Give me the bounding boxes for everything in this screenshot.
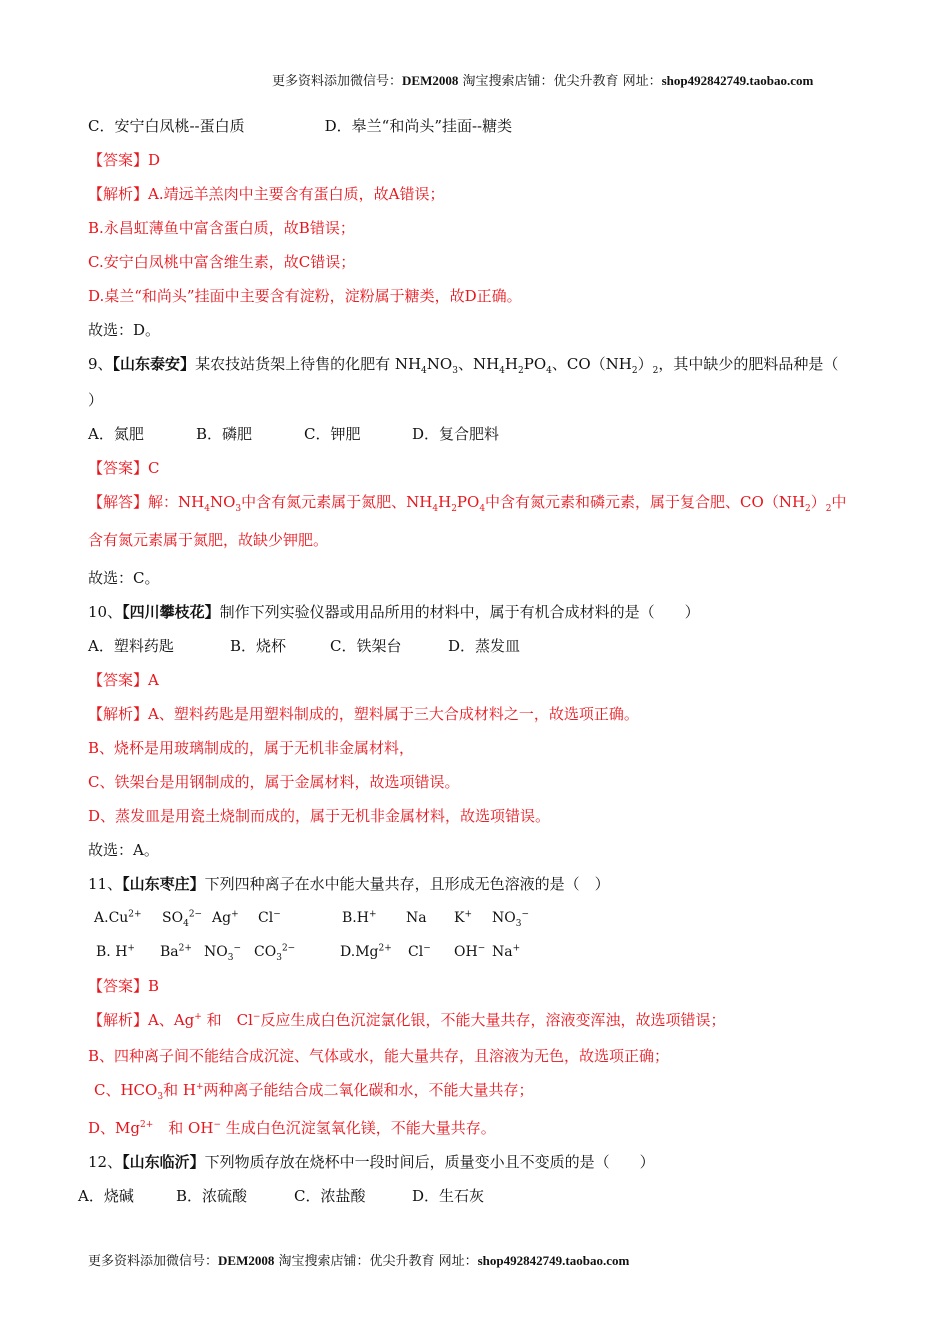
- q9-explanation-1: 【解答】解：$NH_4NO_3$中含有氮元素属于氮肥、$NH_4H_2PO_4$中含有氮元素和磷元素，属于复合肥、$CO(NH_2)_2$中: [88, 493, 847, 514]
- q10-option-b: B．烧杯: [230, 637, 287, 655]
- explanation-label: 【解析】: [88, 705, 149, 723]
- q9-source: 【山东泰安】: [112, 355, 196, 373]
- q12-option-d: D．生石灰: [412, 1187, 485, 1205]
- q8-explanation-1: 【解析】A.靖远羊羔肉中主要含有蛋白质，故A错误；: [88, 185, 445, 203]
- q9-option-a: A．氮肥: [88, 425, 144, 443]
- q11-source: 【山东枣庄】: [122, 875, 205, 893]
- explanation-label: 【解析】: [88, 1011, 149, 1029]
- q11-option-b-ion-2: Na: [406, 910, 427, 926]
- q12-option-b: B．浓硫酸: [176, 1187, 248, 1205]
- q8-option-c: C．安宁白凤桃--蛋白质: [88, 117, 245, 135]
- q11-option-a-ion-2: $SO_4^{2-}$: [162, 909, 203, 929]
- answer-value: A: [148, 671, 159, 689]
- q9-explanation-2: 含有氮元素属于氮肥，故缺少钾肥。: [88, 531, 329, 549]
- header-wechat: DEM2008: [402, 73, 459, 88]
- q12-option-a: A．烧碱: [78, 1187, 134, 1205]
- q12-options: [78, 1186, 484, 1206]
- answer-value: C: [148, 459, 160, 477]
- q11-explanation-4: D、$Mg^{2+}$ 和 OH− 生成白色沉淀氢氧化镁，不能大量共存。: [88, 1119, 496, 1137]
- explanation-label: 【解答】: [88, 493, 149, 511]
- q8-answer: [88, 150, 160, 170]
- q10-conclusion: 故选：A。: [88, 841, 159, 859]
- answer-value: B: [148, 977, 160, 995]
- q11-option-d-ion-1: $D.Mg^{2+}$: [340, 943, 392, 960]
- q10-option-d: D．蒸发皿: [448, 637, 521, 655]
- answer-label: 【答案】: [88, 977, 149, 995]
- q10-explanation-3: C、铁架台是用钢制成的，属于金属材料，故选项错误。: [88, 773, 460, 791]
- q12-option-c: C．浓盐酸: [294, 1187, 366, 1205]
- q9-conclusion: 故选：C。: [88, 569, 160, 587]
- q8-option-d: D．皋兰“和尚头”挂面--糖类: [324, 117, 513, 135]
- header-mid: 淘宝搜索店铺：优尖升教育 网址：: [458, 74, 662, 89]
- q11-options-ab: [94, 908, 529, 928]
- q11-option-d-ion-3: OH−: [454, 943, 486, 960]
- page-header: [272, 70, 813, 89]
- q11-option-c-ion-4: $CO_3^{2-}$: [254, 943, 296, 963]
- q11-option-c-ion-1: B. H+: [96, 943, 135, 960]
- q8-explanation-4: D.桌兰“和尚头”挂面中主要含有淀粉，淀粉属于糖类，故D正确。: [88, 287, 522, 305]
- q10-options: [88, 636, 520, 656]
- q11-explanation-2: B、四种离子间不能结合成沉淀、气体或水，能大量共存，且溶液为无色，故选项正确；: [88, 1047, 670, 1065]
- q11-option-b-ion-1: B.H+: [342, 909, 377, 926]
- q9-options: [88, 424, 499, 444]
- q9-stem-end: ）: [88, 391, 104, 409]
- q11-stem: 11、【山东枣庄】下列四种离子在水中能大量共存，且形成无色溶液的是（ ）: [88, 875, 610, 893]
- answer-label: 【答案】: [88, 151, 149, 169]
- footer-wechat: DEM2008: [218, 1253, 275, 1268]
- q10-stem: 10、【四川攀枝花】制作下列实验仪器或用品所用的材料中，属于有机合成材料的是（ ）: [88, 603, 700, 621]
- q11-option-a-ion-4: Cl−: [258, 909, 281, 926]
- q10-source: 【四川攀枝花】: [122, 603, 220, 621]
- footer-mid: 淘宝搜索店铺：优尖升教育 网址：: [274, 1254, 478, 1269]
- footer-url: shop492842749.taobao.com: [477, 1253, 630, 1268]
- q11-options-cd: [96, 942, 520, 962]
- q10-answer: [88, 670, 159, 690]
- answer-value: D: [148, 151, 161, 169]
- page-footer: [88, 1250, 629, 1269]
- q11-option-c-ion-3: $NO_3^-$: [204, 943, 242, 963]
- header-prefix: 更多资料添加微信号：: [272, 74, 403, 89]
- q10-explanation-1: 【解析】A、塑料药匙是用塑料制成的，塑料属于三大合成材料之一，故选项正确。: [88, 705, 639, 723]
- q11-option-d-ion-2: Cl−: [408, 943, 431, 960]
- q8-options-cd: [88, 116, 512, 136]
- q12-source: 【山东临沂】: [122, 1153, 205, 1171]
- q11-option-a-ion-3: Ag+: [212, 909, 239, 926]
- explanation-label: 【解析】: [88, 185, 149, 203]
- footer-prefix: 更多资料添加微信号：: [88, 1254, 219, 1269]
- q10-explanation-2: B、烧杯是用玻璃制成的，属于无机非金属材料，: [88, 739, 415, 757]
- q11-option-b-ion-3: K+: [454, 909, 473, 926]
- q11-option-b-ion-4: $NO_3^-$: [492, 909, 530, 929]
- q10-option-c: C．铁架台: [330, 637, 402, 655]
- q11-explanation-1: 【解析】A、Ag+ 和 Cl−反应生成白色沉淀氯化银，不能大量共存，溶液变浑浊，故选项错误；: [88, 1011, 726, 1029]
- q9-option-b: B．磷肥: [196, 425, 253, 443]
- q10-option-a: A．塑料药匙: [88, 637, 174, 655]
- q11-option-c-ion-2: $Ba^{2+}$: [160, 943, 192, 960]
- answer-label: 【答案】: [88, 459, 149, 477]
- q8-explanation-3: C.安宁白凤桃中富含维生素，故C错误；: [88, 253, 356, 271]
- q9-stem: 9、【山东泰安】某农技站货架上待售的化肥有 $NH_4NO_3$、$NH_4H_2PO_4$、$CO(NH_2)_2$，其中缺少的肥料品种是（: [88, 355, 839, 376]
- q12-stem: 12、【山东临沂】下列物质存放在烧杯中一段时间后，质量变小且不变质的是（ ）: [88, 1153, 655, 1171]
- answer-label: 【答案】: [88, 671, 149, 689]
- q11-answer: [88, 976, 159, 996]
- q10-explanation-4: D、蒸发皿是用瓷土烧制而成的，属于无机非金属材料，故选项错误。: [88, 807, 551, 825]
- q11-explanation-3: C、$HCO_3$和 H+两种离子能结合成二氧化碳和水，不能大量共存；: [94, 1081, 534, 1102]
- q9-option-d: D．复合肥料: [412, 425, 500, 443]
- q8-conclusion: 故选：D。: [88, 321, 161, 339]
- q11-option-d-ion-4: Na+: [492, 943, 521, 960]
- q9-option-c: C．钾肥: [304, 425, 361, 443]
- q8-explanation-2: B.永昌虹薄鱼中富含蛋白质，故B错误；: [88, 219, 355, 237]
- header-url: shop492842749.taobao.com: [661, 73, 814, 88]
- q9-answer: [88, 458, 160, 478]
- q11-option-a-ion-1: $A.Cu^{2+}$: [94, 909, 142, 926]
